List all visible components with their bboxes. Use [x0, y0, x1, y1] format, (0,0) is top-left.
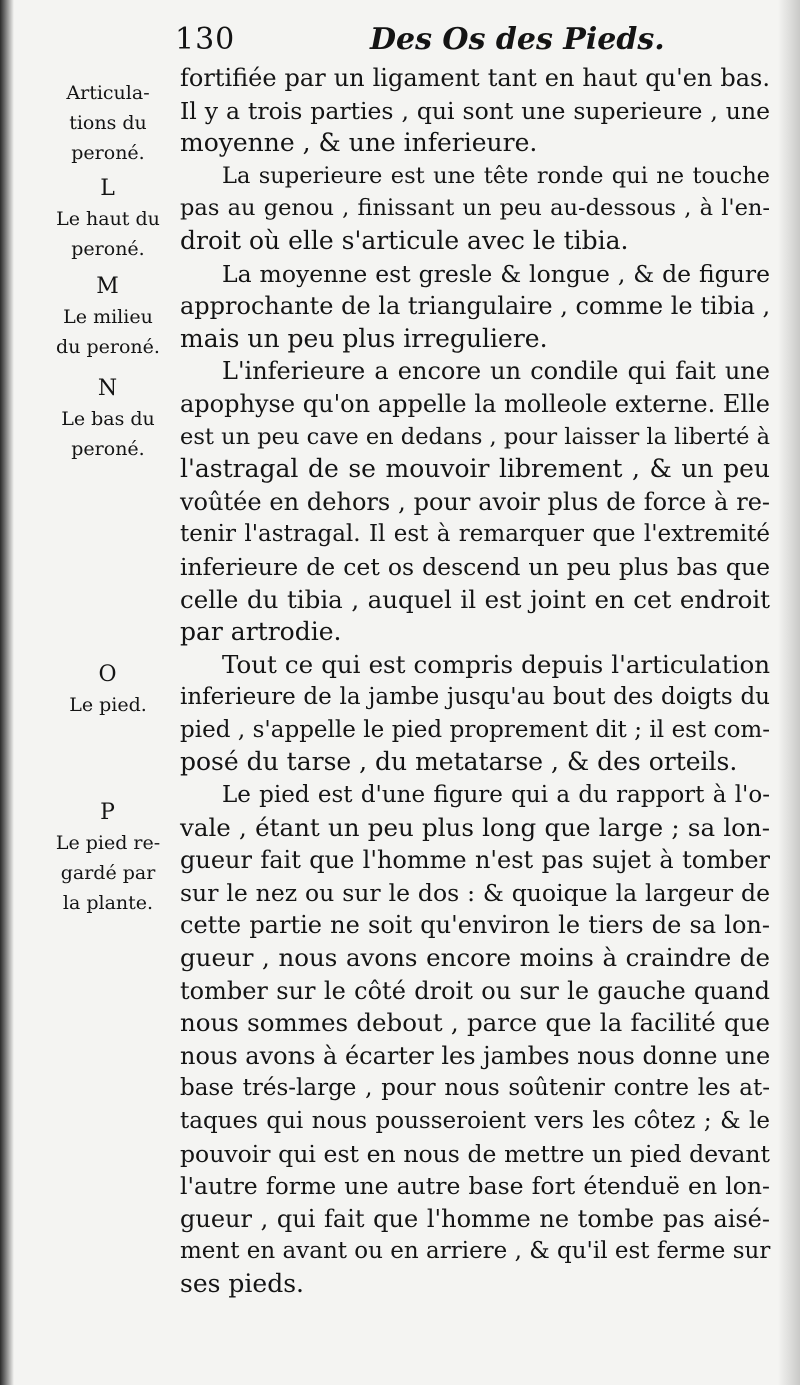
- text-line: l'autre forme une autre base fort étenduë en lon-: [180, 1172, 770, 1201]
- margin-note-P: [40, 798, 176, 918]
- text-line: gueur , qui fait que l'homme ne tombe pas aisé-: [180, 1204, 770, 1233]
- text-line: La superieure est une tête ronde qui ne touche: [222, 162, 770, 189]
- text-line: fortifiée par un ligament tant en haut qu'en bas.: [180, 64, 770, 92]
- margin-note-L: [40, 174, 176, 264]
- text-line: cette partie ne soit qu'environ le tiers de sa lon-: [180, 911, 770, 940]
- margin-note-line: Le haut du: [56, 208, 160, 230]
- text-line: base trés-large , pour nous soûtenir contre les at-: [180, 1075, 770, 1102]
- text-line: inferieure de cet os descend un peu plus bas que: [180, 552, 770, 581]
- text-line: posé du tarse , du metatarse , & des orteils.: [180, 747, 738, 777]
- margin-letter: O: [98, 662, 118, 687]
- text-line: ment en avant ou en arriere , & qu'il est ferme sur: [180, 1238, 771, 1265]
- margin-note-M: [40, 272, 176, 362]
- body-text: [180, 62, 770, 1301]
- text-line: tomber sur le côté droit ou sur le gauche quand: [180, 976, 770, 1005]
- text-line: droit où elle s'articule avec le tibia.: [180, 225, 629, 255]
- margin-note-articulations: [40, 78, 176, 168]
- margin-note-line: du peroné.: [56, 336, 160, 358]
- text-line: Il y a trois parties , qui sont une superieure , une: [180, 96, 770, 125]
- text-line: l'astragal de se mouvoir librement , & un peu: [180, 454, 770, 484]
- margin-letter: L: [100, 176, 116, 201]
- text-line: taques qui nous pousseroient vers les côtez ; & le: [180, 1108, 770, 1134]
- margin-note-line: Le pied.: [69, 694, 147, 716]
- margin-letter: P: [100, 800, 116, 825]
- text-line: inferieure de la jambe jusqu'au bout des doigts du: [180, 684, 770, 711]
- page-number: 130: [175, 22, 236, 57]
- text-line: gueur , nous avons encore moins à craindre de: [180, 943, 770, 973]
- margin-note-N: [40, 374, 176, 464]
- text-line: nous sommes debout , parce que la facilité que: [180, 1008, 770, 1038]
- page-edge-shadow: [0, 0, 14, 1385]
- text-line: voûtée en dehors , pour avoir plus de force à re-: [180, 487, 770, 516]
- margin-letter: N: [97, 376, 119, 401]
- margin-note-line: Le milieu: [63, 306, 153, 328]
- running-head: Des Os des Pieds.: [370, 22, 665, 57]
- margin-note-line: peroné.: [71, 238, 145, 260]
- text-line: gueur fait que l'homme n'est pas sujet à tomber: [180, 846, 770, 875]
- text-line: par artrodie.: [180, 617, 342, 647]
- margin-letter: M: [96, 274, 120, 299]
- text-line: vale , étant un peu plus long que large ; sa lon-: [180, 812, 770, 842]
- text-line: apophyse qu'on appelle la molleole externe. Elle: [180, 389, 770, 418]
- margin-note-line: Le pied re-: [55, 832, 161, 854]
- margin-note-line: peroné.: [71, 142, 145, 164]
- page-header: [175, 22, 770, 66]
- text-line: ses pieds.: [180, 1268, 304, 1298]
- text-line: celle du tibia , auquel il est joint en cet endroit: [180, 584, 770, 614]
- text-line: pas au genou , finissant un peu au-dessous , à l'en-: [180, 195, 770, 222]
- text-line: nous avons à écarter les jambes nous donne une: [180, 1041, 771, 1070]
- margin-note-line: Articula-: [66, 82, 150, 104]
- text-line: est un peu cave en dedans , pour laisser la liberté à: [180, 423, 770, 450]
- text-line: tenir l'astragal. Il est à remarquer que l'extremité: [180, 521, 770, 548]
- margin-note-line: Le bas du: [61, 408, 155, 430]
- text-line: sur le nez ou sur le dos : & quoique la largeur de: [180, 878, 770, 907]
- margin-note-line: tions du: [69, 112, 147, 134]
- text-line: Tout ce qui est compris depuis l'articulation: [222, 649, 770, 679]
- text-line: pouvoir qui est en nous de mettre un pied devant: [180, 1139, 770, 1168]
- text-line: approchante de la triangulaire , comme le tibia ,: [180, 292, 771, 321]
- margin-note-line: gardé par: [60, 862, 156, 884]
- text-line: Le pied est d'une figure qui a du rapport à l'o-: [222, 782, 770, 809]
- text-line: La moyenne est gresle & longue , & de figure: [222, 259, 770, 288]
- margin-note-line: peroné.: [71, 438, 145, 460]
- text-line: mais un peu plus irreguliere.: [180, 323, 548, 353]
- text-line: pied , s'appelle le pied proprement dit ; il est com-: [180, 716, 770, 743]
- margin-note-O: [40, 660, 176, 720]
- text-line: L'inferieure a encore un condile qui fait une: [222, 357, 770, 386]
- text-line: moyenne , & une inferieure.: [180, 128, 538, 158]
- page-edge-shade: [778, 0, 800, 1385]
- margin-note-line: la plante.: [62, 892, 154, 914]
